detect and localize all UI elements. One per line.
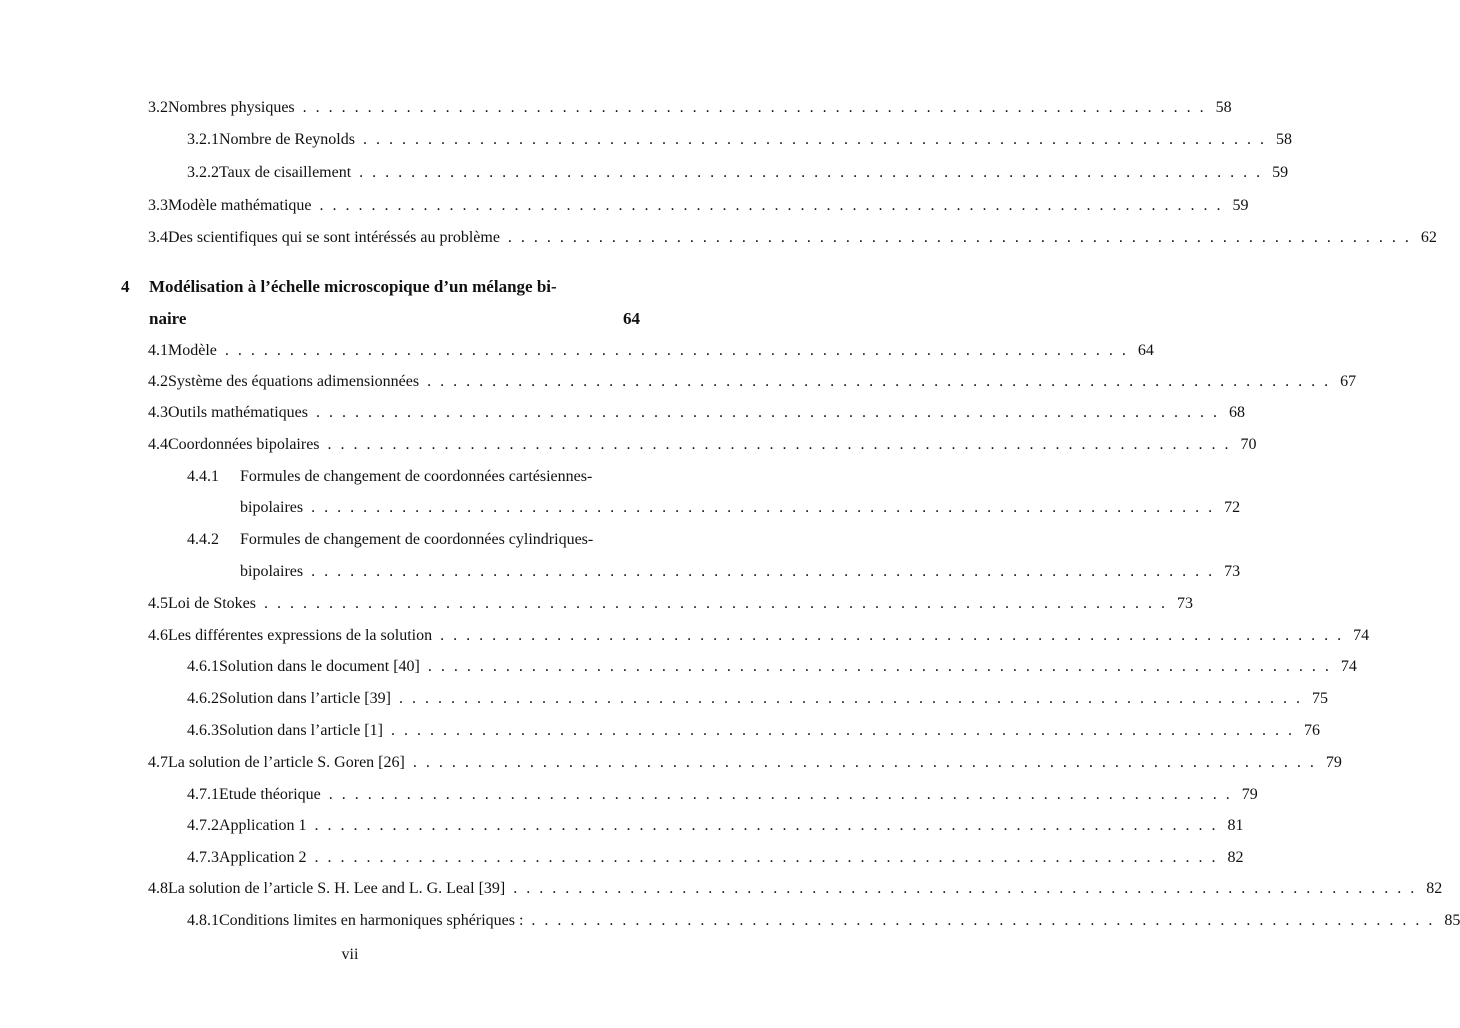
leader-dots [399,689,1300,709]
toc-number: 4.6.1 [187,658,219,675]
toc-title: Conditions limites en harmoniques sphériques : [219,912,524,929]
toc-entry-4-7-3[interactable] [187,848,1244,868]
toc-page: 64 [1137,342,1154,359]
leader-dots [413,753,1314,773]
toc-number: 4.8 [148,880,168,897]
toc-entry-4-4-1-continuation[interactable] [240,498,1241,518]
leader-dots [508,228,1409,248]
leader-dots [363,130,1264,150]
toc-entry-4-6-1[interactable] [187,657,1357,677]
toc-entry-4-4-1[interactable] [187,467,640,487]
toc-page: 73 [1177,595,1193,612]
toc-entry-4-3[interactable] [148,403,1245,423]
toc-entry-4-8-1[interactable] [187,911,1460,931]
toc-number: 4.2 [148,373,168,390]
toc-number: 4.4.1 [187,468,219,485]
toc-entry-4-7-1[interactable] [187,785,1258,805]
toc-title: Les différentes expressions de la solution [168,627,433,644]
toc-entry-3-2[interactable] [148,98,1232,118]
toc-page: 67 [1340,373,1357,390]
toc-page: 76 [1303,722,1320,739]
toc-title: Outils mathématiques [168,404,308,421]
toc-title: Modèle [168,342,217,359]
toc-entry-4-1[interactable] [148,341,1154,361]
toc-number: 4.5 [148,595,168,612]
leader-dots [440,626,1341,646]
leader-dots [329,785,1230,805]
toc-page: 79 [1241,786,1258,803]
toc-entry-4-8[interactable] [148,879,1443,899]
toc-number: 4.7.2 [187,817,219,834]
toc-page: 72 [1224,499,1241,516]
toc-title: La solution de l’article S. H. Lee and L. G. Leal [39] [168,880,506,897]
toc-number: 3.4 [148,229,168,246]
leader-dots [225,341,1126,361]
toc-page: 73 [1224,563,1241,580]
chapter-number: 4 [121,277,130,296]
toc-entry-4-7-2[interactable] [187,816,1244,836]
toc-page: 79 [1325,754,1342,771]
chapter-title-line1: Modélisation à l’échelle microscopique d’un mélange bi- [149,277,557,296]
leader-dots [311,498,1212,518]
toc-entry-4-4[interactable] [148,435,1257,455]
toc-title: Application 1 [219,817,307,834]
toc-number: 4.6 [148,627,168,644]
toc-title: Des scientifiques qui se sont intéréssés au problème [168,229,500,246]
leader-dots [316,403,1217,423]
leader-dots [359,163,1260,183]
toc-entry-3-2-1[interactable] [187,130,1292,150]
toc-title: Nombre de Reynolds [219,131,355,148]
toc-page: 58 [1275,131,1292,148]
toc-title: Solution dans l’article [39] [219,690,391,707]
toc-title: Formules de changement de coordonnées cylindriques- [240,531,594,548]
toc-title: Application 2 [219,849,307,866]
toc-title: La solution de l’article S. Goren [26] [168,754,405,771]
toc-page: 70 [1240,436,1257,453]
toc-page: 59 [1272,164,1289,181]
leader-dots [264,594,1165,614]
toc-entry-4-6[interactable] [148,626,1370,646]
toc-page: 58 [1215,99,1232,116]
leader-dots [328,435,1229,455]
toc-page: 75 [1311,690,1328,707]
toc-entry-4-5[interactable] [148,594,1193,614]
toc-number: 3.3 [148,197,168,214]
leader-dots [311,562,1212,582]
leader-dots [513,879,1414,899]
toc-number: 4.3 [148,404,168,421]
toc-number: 4.8.1 [187,912,219,929]
toc-entry-4-6-2[interactable] [187,689,1328,709]
toc-number: 3.2.2 [187,164,219,181]
toc-page: 74 [1340,658,1357,675]
toc-entry-3-4[interactable] [148,228,1437,248]
toc-page: 82 [1227,849,1244,866]
toc-page: 62 [1420,229,1437,246]
chapter-title-line2: naire [149,309,187,328]
leader-dots [427,372,1328,392]
toc-entry-4-4-2-continuation[interactable] [240,562,1241,582]
toc-title: Etude théorique [219,786,321,803]
toc-page: 81 [1227,817,1244,834]
leader-dots [315,848,1216,868]
leader-dots [531,911,1432,931]
toc-page: 82 [1426,880,1443,897]
toc-entry-4-4-2[interactable] [187,530,640,550]
toc-number: 3.2.1 [187,131,219,148]
toc-page: 59 [1232,197,1249,214]
toc-number: 4.7 [148,754,168,771]
leader-dots [320,196,1221,216]
leader-dots [428,657,1329,677]
toc-title-continuation: bipolaires [240,499,304,516]
toc-number: 3.2 [148,99,168,116]
toc-entry-4-6-3[interactable] [187,721,1320,741]
toc-page: 85 [1444,912,1460,929]
toc-number: 4.6.3 [187,722,219,739]
toc-title: Système des équations adimensionnées [168,373,420,390]
toc-number: 4.1 [148,342,168,359]
toc-title: Nombres physiques [168,99,295,116]
toc-number: 4.6.2 [187,690,219,707]
toc-title: Coordonnées bipolaires [168,436,320,453]
toc-number: 4.7.3 [187,849,219,866]
chapter-title-line2-row [149,308,640,330]
leader-dots [303,98,1204,118]
toc-title: Taux de cisaillement [219,164,352,181]
toc-title: Modèle mathématique [168,197,312,214]
chapter-page: 64 [623,309,640,328]
toc-number: 4.4 [148,436,168,453]
toc-page: 68 [1228,404,1245,421]
toc-entry-3-2-2[interactable] [187,163,1289,183]
toc-page: 74 [1353,627,1370,644]
toc-number: 4.4.2 [187,531,219,548]
leader-dots [315,816,1216,836]
toc-entry-4-2[interactable] [148,372,1357,392]
leader-dots [391,721,1292,741]
toc-entry-4-7[interactable] [148,753,1342,773]
toc-entry-3-3[interactable] [148,196,1249,216]
toc-title-continuation: bipolaires [240,563,304,580]
page-number-footer: vii [341,946,359,963]
toc-title: Solution dans l’article [1] [219,722,383,739]
toc-title: Solution dans le document [40] [219,658,420,675]
toc-title: Formules de changement de coordonnées cartésiennes- [240,468,593,485]
toc-title: Loi de Stokes [168,595,256,612]
toc-number: 4.7.1 [187,786,219,803]
